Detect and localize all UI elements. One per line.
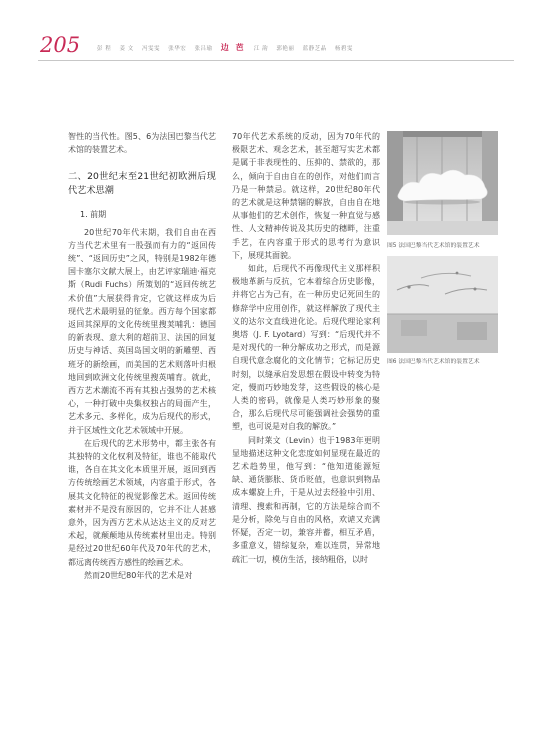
body-paragraph: 然而20世纪80年代的艺术是对 xyxy=(84,570,193,580)
section-title: 二、20世纪末至21世纪初欧洲后现代艺术思潮 xyxy=(68,171,216,197)
figure-5-photo xyxy=(387,131,498,235)
figure-6-caption: 图6 法国巴黎当代艺术馆的装置艺术 xyxy=(387,359,480,365)
author-name: 姜 文 xyxy=(119,46,134,52)
author-name: 彭 程 xyxy=(97,46,112,52)
intro-paragraph: 智性的当代性。图5、6为法国巴黎当代艺术馆的装置艺术。 xyxy=(68,132,216,155)
author-name: 冯雯雯 xyxy=(142,46,161,52)
gallery-installation-illustration xyxy=(387,256,498,353)
author-name: 张吕瑜 xyxy=(194,46,213,52)
author-name: 江 韵 xyxy=(253,46,269,52)
author-name: 郭艳丽 xyxy=(276,46,295,52)
body-paragraph: 同时莱文（Levin）也于1983年更明显地描述这种文化恋度如何显现在最近的艺术趋势里，他写到：“他知道能源短缺、通货膨胀、货币贬值，也意识到物品成本螺旋上升，于是从过去经验中引用、清理、搜索和再制，它的方法是综合而不是分析，除免与自由的风格，欢谑又充满怀疑，否定一切，兼容并蓄，相互矛盾，多重意义，错综复杂，难以连贯，异常地疏汇一切，模仿生活，接纳粗俗，以时 xyxy=(232,435,380,564)
figure-5-caption: 图5 法国巴黎当代艺术馆的装置艺术 xyxy=(387,243,480,249)
page-number: 205 xyxy=(40,33,81,57)
cloud-installation-illustration xyxy=(387,131,498,235)
author-names xyxy=(97,42,359,53)
body-paragraph: 20世纪70年代末期，我们自由在西方当代艺术里有一股强而有力的“返回传统”、“返回历史”之风，特别是1982年德国卡塞尔文献大展上，由艺评家瑞迪·福克斯（Rudi Fuchs）所策划的“返回传统艺术价值”大展获得肯定，它就这样成为后现代艺术最明显的征象。西方每个国家都返回其深厚的文化传统里搜荚哺乳：德国的新表现、意大利的超前卫、法国的回复历史与神话、英国岛国文明的新雕塑、西班牙的新绘画，而美国的艺术则落叶归根地回到欧洲文化传统里搜英哺育。就此，西方艺术潮流不再有其独占强势的艺术核心，一种打破中央集权独占的局面产生，艺术多元、多样化，成为后现代的形式，并于区域性文化艺术领域中开展。 xyxy=(68,227,216,435)
text-column-middle xyxy=(232,130,380,566)
figure-6-photo xyxy=(387,256,498,353)
body-paragraph: 在后现代的艺术形势中，都主张各有其独特的文化权利及特征，谁也不能取代谁，各自在其文化本质里开展，返回到西方传统绘画艺术领域，内容重于形式，各展其文化特征的视觉影像艺术。返回传统素材并不是没有原因的，它并不让人甚感意外，因为西方艺术从达达主义的反对艺术起，就颠颠地从传统素材里出走。特别是经过20世纪60年代及70年代的艺术，都远离传统西方感性的绘画艺术。 xyxy=(68,438,216,567)
author-name: 张华宏 xyxy=(168,46,187,52)
body-paragraph: 70年代艺术系统的反动，因为70年代的极限艺术、观念艺术，甚至超写实艺术都是属于非表现性的、压抑的、禁欲的，那么，倾向于自由自在的创作，对他们而言乃是一种禁忌。就这样，20世纪80年代的艺术就是这种禁锢的解放，自由自在地从事他们的艺术创作，恢复一种直觉与感性、人文精神传说及其历史的穗畔，注重手艺，在内容重于形式的思考行为意识下，展现其面貌。 xyxy=(232,132,380,260)
subsection-title: 1. 前期 xyxy=(80,210,107,220)
author-name: 蓝静芝晶 xyxy=(302,46,327,52)
highlighted-author: 边 芭 xyxy=(220,43,246,52)
body-paragraph: 如此，后现代不再像现代主义那样积极地革新与反抗，它本着综合历史影像，并将它占为己有，在一种历史记死回生的修辞学中应用创作，就这样解放了现代主义的达尔文直线进化论。后现代理论家利奥塔（J. F. Lyotard）写到：“后现代并不是对现代的一种分解成功之形式，而是源自现代意念腐化的文化情节；它标记历史时刻，以缝承启发思想在假设中转变为特定，慢而巧妙地发芽，这些假设的核心是人类的密码，就像是人类巧妙形象的聚合，那么后现代尽可能强调社会强势的重塑，也可说是对自我的解放。” xyxy=(232,264,380,432)
page-header xyxy=(40,34,520,58)
author-name: 杨碧雯 xyxy=(334,46,353,52)
header-divider xyxy=(38,60,514,61)
text-column-left xyxy=(68,130,216,582)
